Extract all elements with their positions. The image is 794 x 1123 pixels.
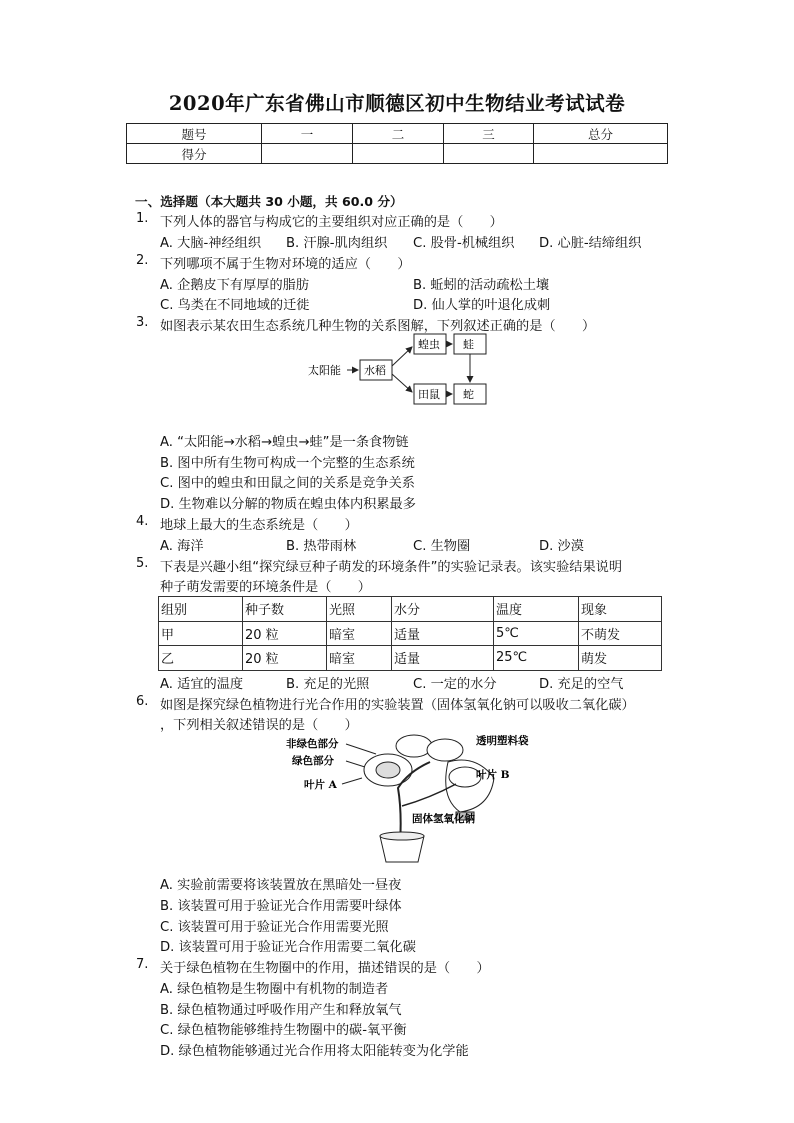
option[interactable]: B. 热带雨林 <box>286 539 357 554</box>
score-header-cell: 题号 <box>127 124 262 144</box>
question-number: 6. <box>136 694 149 709</box>
table-row <box>159 646 662 671</box>
question-stem: 下表是兴趣小组“探究绿豆种子萌发的环境条件”的实验记录表。该实验结果说明 <box>160 560 623 575</box>
option[interactable]: A. 绿色植物是生物圈中有机物的制造者 <box>160 982 389 997</box>
question-number: 5. <box>136 556 149 571</box>
option[interactable]: D. 仙人掌的叶退化成刺 <box>413 298 551 313</box>
bag-label: 透明塑料袋 <box>476 735 529 747</box>
option[interactable]: A. 实验前需要将该装置放在黑暗处一昼夜 <box>160 878 402 893</box>
food-web-diagram <box>300 330 500 410</box>
option[interactable]: A. “太阳能→水稻→蝗虫→蛙”是一条食物链 <box>160 435 409 450</box>
experiment-record-table <box>158 596 662 671</box>
table-cell: 萌发 <box>579 646 662 671</box>
photosynthesis-apparatus-figure <box>280 732 529 866</box>
leaf-a-label: 叶片 A <box>304 779 337 791</box>
option[interactable]: D. 沙漠 <box>539 539 584 554</box>
question-stem: 关于绿色植物在生物圈中的作用，描述错误的是（ ） <box>160 961 490 976</box>
table-cell: 暗室 <box>327 621 392 646</box>
page-title: 2020年广东省佛山市顺德区初中生物结业考试试卷 <box>168 92 626 115</box>
option[interactable]: C. 该装置可用于验证光合作用需要光照 <box>160 920 389 935</box>
naoh-label: 固体氢氧化钠 <box>412 813 475 825</box>
pointer-line <box>342 778 362 784</box>
section-heading: 一、选择题（本大题共 30 小题，共 60.0 分） <box>135 194 403 209</box>
option[interactable]: D. 生物难以分解的物质在蝗虫体内积累最多 <box>160 497 416 512</box>
option[interactable]: B. 汗腺-肌肉组织 <box>286 236 388 251</box>
option[interactable]: B. 图中所有生物可构成一个完整的生态系统 <box>160 456 415 471</box>
option[interactable]: D. 绿色植物能够通过光合作用将太阳能转变为化学能 <box>160 1044 469 1059</box>
leaf-b-label: 叶片 B <box>476 769 510 781</box>
question-number: 3. <box>136 315 149 330</box>
option[interactable]: A. 大脑-神经组织 <box>160 236 262 251</box>
sun-label: 太阳能 <box>308 364 341 377</box>
score-header-row <box>127 124 668 144</box>
question-stem: 如图表示某农田生态系统几种生物的关系图解，下列叙述正确的是（ ） <box>160 319 596 334</box>
snake-label: 蛇 <box>463 388 474 401</box>
table-cell: 暗室 <box>327 646 392 671</box>
record-header-cell: 现象 <box>579 597 662 622</box>
question-stem-continued: ，下列相关叙述错误的是（ ） <box>160 718 358 733</box>
option[interactable]: C. 绿色植物能够维持生物圈中的碳-氧平衡 <box>160 1023 407 1038</box>
pointer-line <box>346 744 376 754</box>
table-cell: 不萌发 <box>579 621 662 646</box>
table-cell: 5℃ <box>494 621 579 646</box>
mouse-label: 田鼠 <box>418 388 440 401</box>
option[interactable]: C. 生物圈 <box>413 539 471 554</box>
table-cell: 20 粒 <box>243 621 327 646</box>
question-stem: 下列哪项不属于生物对环境的适应（ ） <box>160 257 411 272</box>
score-cell[interactable] <box>534 144 668 164</box>
arrow <box>392 374 412 392</box>
pot-soil-icon <box>380 832 424 840</box>
score-row-label: 得分 <box>127 144 262 164</box>
option[interactable]: D. 充足的空气 <box>539 677 624 692</box>
option[interactable]: B. 该装置可用于验证光合作用需要叶绿体 <box>160 899 402 914</box>
question-number: 4. <box>136 514 149 529</box>
table-cell: 适量 <box>392 621 494 646</box>
record-header-cell: 光照 <box>327 597 392 622</box>
arrow <box>392 347 412 366</box>
option[interactable]: A. 企鹅皮下有厚厚的脂肪 <box>160 278 310 293</box>
record-header-cell: 水分 <box>392 597 494 622</box>
score-cell[interactable] <box>353 144 444 164</box>
option[interactable]: B. 绿色植物通过呼吸作用产生和释放氧气 <box>160 1003 402 1018</box>
question-stem: 地球上最大的生态系统是（ ） <box>160 518 358 533</box>
option[interactable]: A. 海洋 <box>160 539 204 554</box>
table-cell: 乙 <box>159 646 243 671</box>
score-table <box>126 123 668 164</box>
rice-label: 水稻 <box>364 364 386 377</box>
score-header-cell: 一 <box>262 124 353 144</box>
score-header-cell: 三 <box>444 124 534 144</box>
locust-label: 蝗虫 <box>418 338 440 351</box>
option[interactable]: C. 股骨-机械组织 <box>413 236 515 251</box>
table-row <box>159 621 662 646</box>
score-header-cell: 总分 <box>534 124 668 144</box>
table-cell: 适量 <box>392 646 494 671</box>
leaf-icon <box>396 735 432 757</box>
question-number: 1. <box>136 211 149 226</box>
table-cell: 20 粒 <box>243 646 327 671</box>
option[interactable]: B. 充足的光照 <box>286 677 370 692</box>
record-header-cell: 组别 <box>159 597 243 622</box>
score-header-cell: 二 <box>353 124 444 144</box>
leaf-icon <box>427 739 463 761</box>
score-row <box>127 144 668 164</box>
record-header-row <box>159 597 662 622</box>
record-header-cell: 温度 <box>494 597 579 622</box>
frog-label: 蛙 <box>463 338 474 351</box>
table-cell: 甲 <box>159 621 243 646</box>
table-cell: 25℃ <box>494 646 579 671</box>
question-number: 7. <box>136 957 149 972</box>
option[interactable]: C. 鸟类在不同地域的迁徙 <box>160 298 310 313</box>
option[interactable]: B. 蚯蚓的活动疏松土壤 <box>413 278 550 293</box>
record-header-cell: 种子数 <box>243 597 327 622</box>
question-stem: 如图是探究绿色植物进行光合作用的实验装置（固体氢氧化钠可以吸收二氧化碳） <box>160 698 635 713</box>
question-stem: 下列人体的器官与构成它的主要组织对应正确的是（ ） <box>160 215 503 230</box>
question-number: 2. <box>136 253 149 268</box>
question-stem-continued: 种子萌发需要的环境条件是（ ） <box>160 580 371 595</box>
option[interactable]: C. 一定的水分 <box>413 677 497 692</box>
score-cell[interactable] <box>444 144 534 164</box>
option[interactable]: D. 心脏-结缔组织 <box>539 236 642 251</box>
green-label: 绿色部分 <box>292 755 334 767</box>
leaf-a-white-patch-icon <box>376 762 400 778</box>
nongreen-label: 非绿色部分 <box>286 738 339 750</box>
option[interactable]: D. 该装置可用于验证光合作用需要二氧化碳 <box>160 940 416 955</box>
score-cell[interactable] <box>262 144 353 164</box>
option[interactable]: A. 适宜的温度 <box>160 677 244 692</box>
option[interactable]: C. 图中的蝗虫和田鼠之间的关系是竞争关系 <box>160 476 415 491</box>
